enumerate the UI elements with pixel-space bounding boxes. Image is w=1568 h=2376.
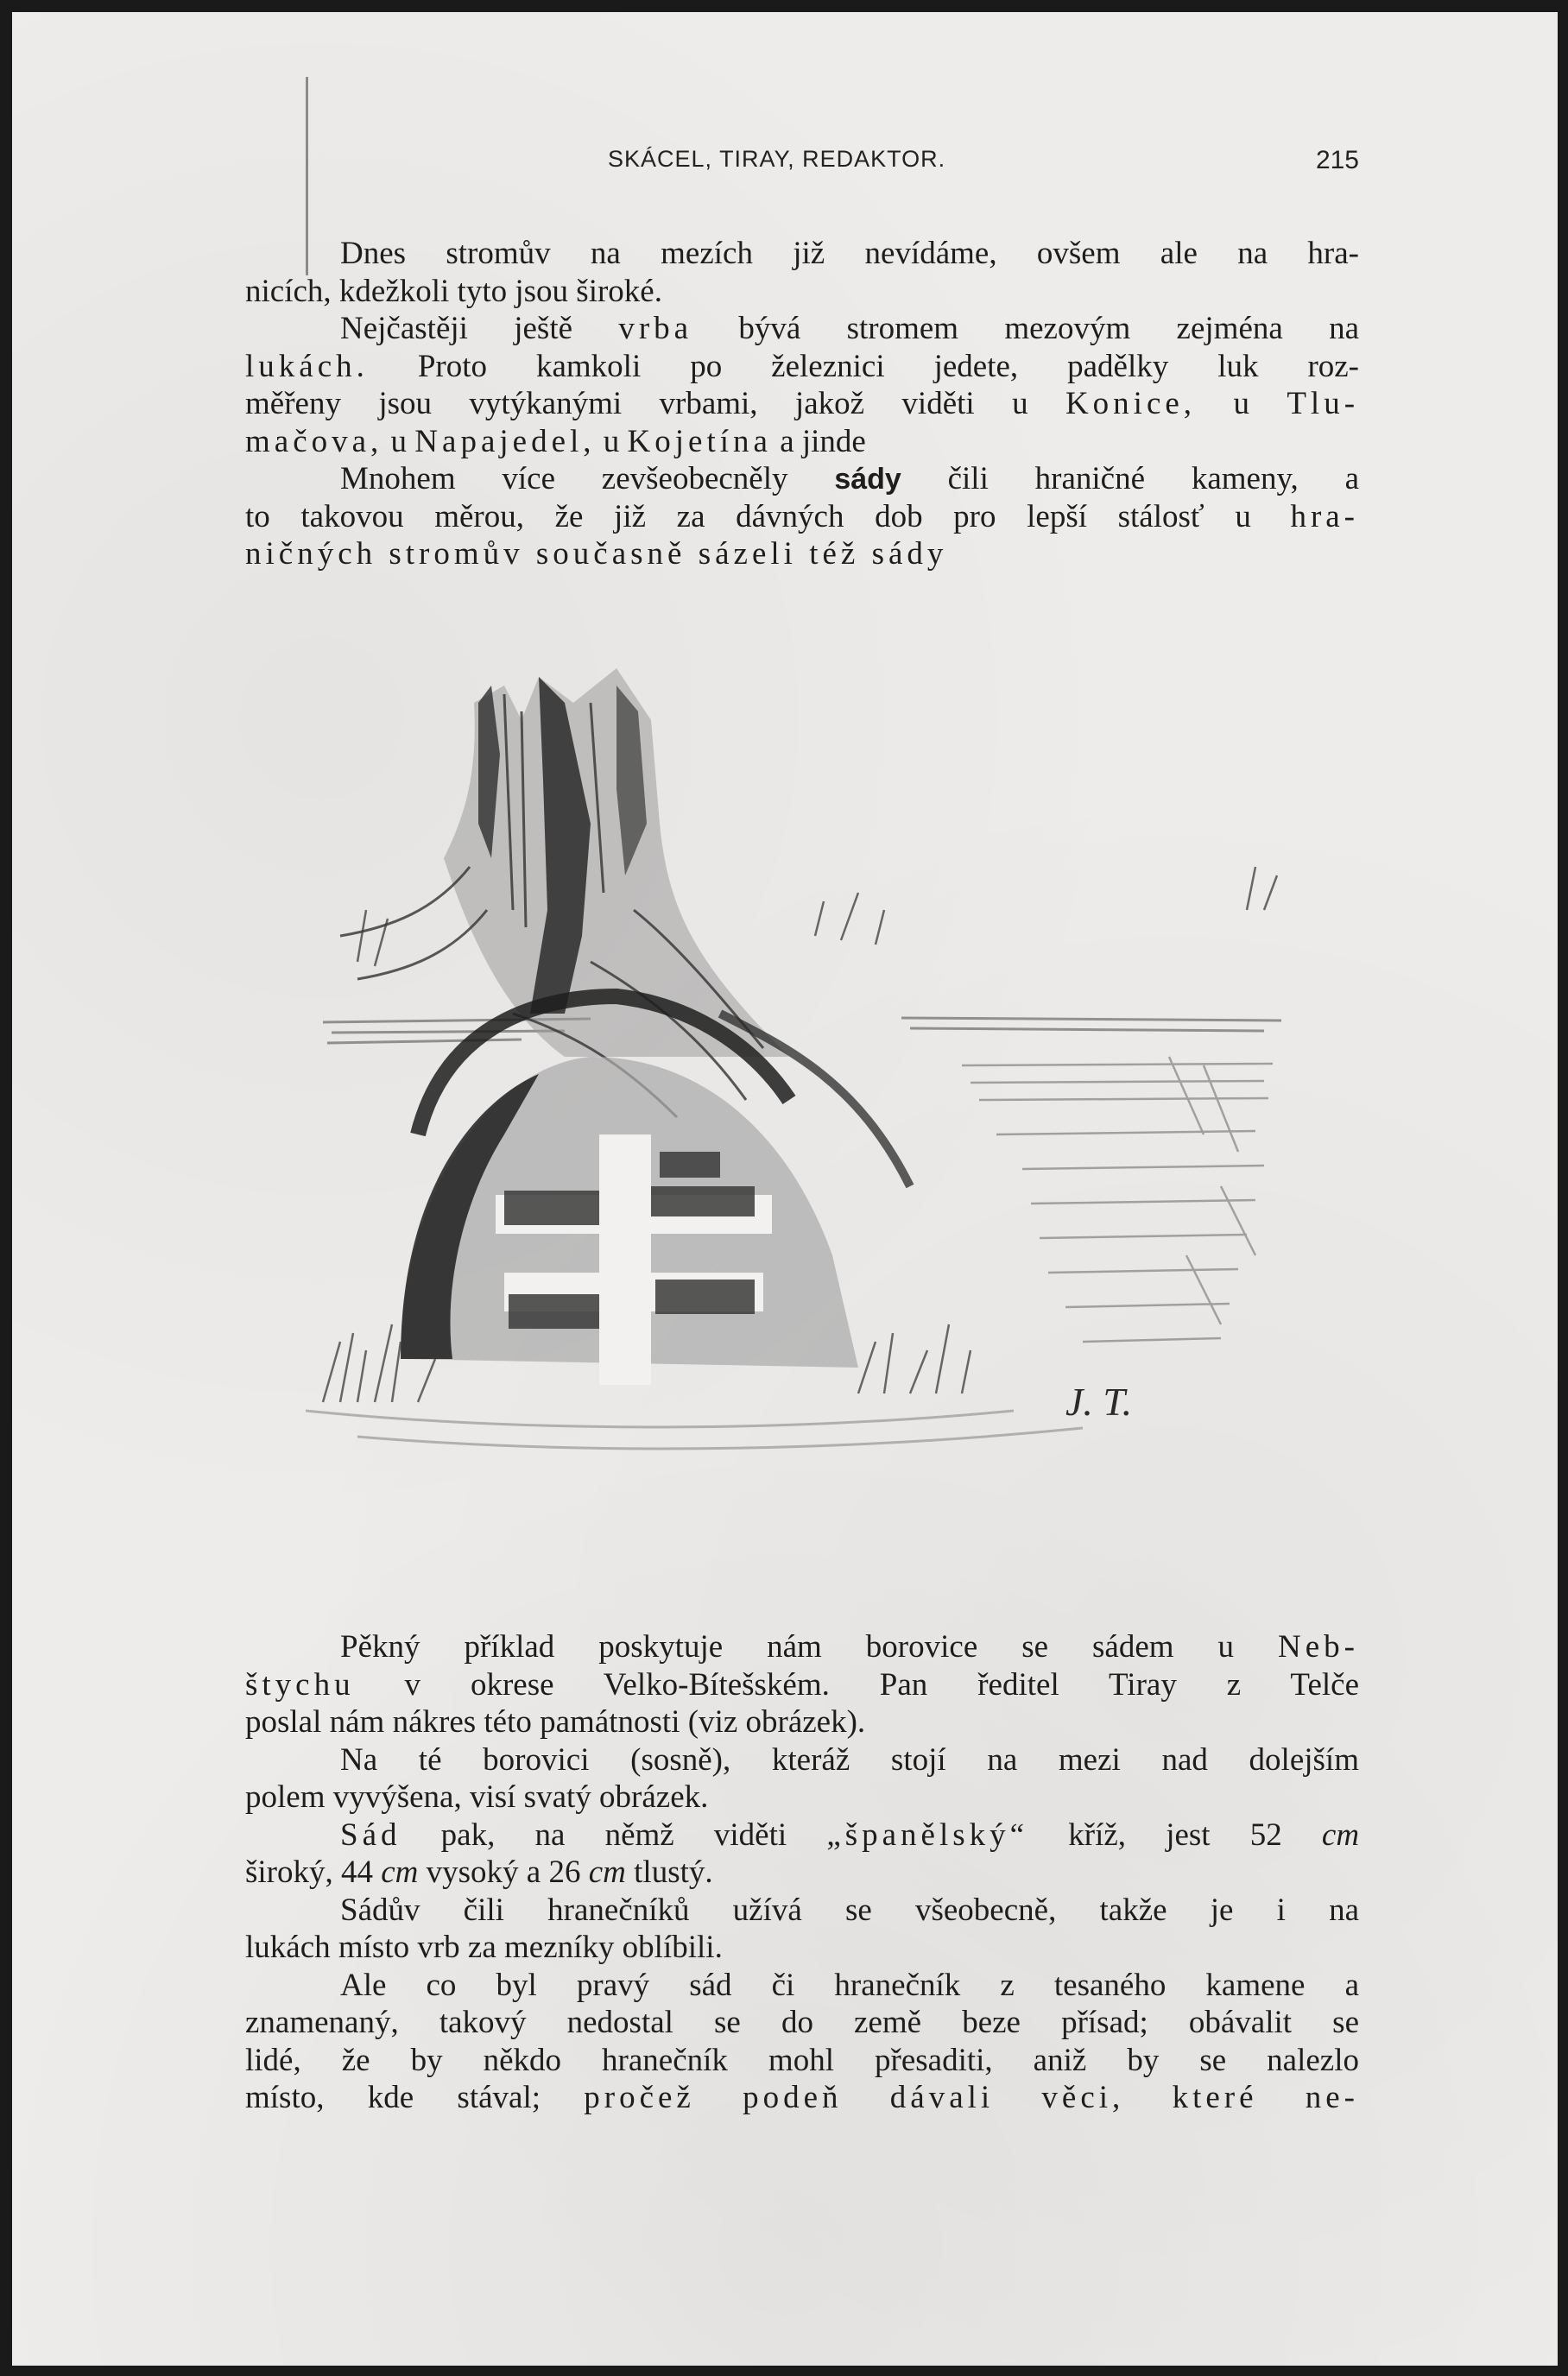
text-line: Pěkný příklad poskytuje nám borovice se sádem u Neb-: [340, 1629, 1359, 1665]
page-number: 215: [1315, 146, 1359, 174]
text-line: Ale co byl pravý sád či hranečník z tesaného kamene a: [340, 1967, 1359, 2003]
spaced-word: Napajedel,: [414, 423, 596, 459]
sketch: [306, 651, 1299, 1549]
spaced-word: lukách.: [245, 348, 369, 384]
text-line: lukách místo vrb za mezníky oblíbili.: [245, 1930, 723, 1965]
text-line: polem vyvýšena, visí svatý obrázek.: [245, 1779, 709, 1815]
spaced-phrase: ničných stromův současně sázeli též sády: [245, 536, 948, 572]
text-block-bottom: [245, 1628, 1359, 2117]
text-line: místo, kde stával; pročež podeň dávali věci, které ne-: [245, 2080, 1360, 2115]
text-line: Mnohem více zevšeobecněly sády čili hraničné kameny, a: [340, 461, 1359, 496]
spaced-word: mačova,: [245, 423, 383, 459]
unit-label: cm: [381, 1855, 419, 1890]
text-line: nicích, kdežkoli tyto jsou široké.: [245, 273, 662, 309]
bold-term: sády: [834, 463, 901, 496]
text-line: Sádův čili hranečníků užívá se všeobecně, takže je i na: [340, 1892, 1359, 1928]
text-line: štychu v okrese Velko-Bítešském. Pan ředitel Tiray z Telče: [245, 1666, 1359, 1703]
text-line: lidé, že by někdo hranečník mohl přesaditi, aniž by se nalezlo: [245, 2042, 1359, 2078]
spaced-word: „španělský“: [826, 1817, 1029, 1853]
boundary-stone-illustration: [306, 651, 1299, 1549]
spaced-word: štychu: [245, 1666, 355, 1703]
text-line: lukách. Proto kamkoli po železnici jedete, padělky luk roz-: [245, 348, 1360, 384]
text-line: znamenaný, takový nedostal se do země beze přísad; obávalit se: [245, 2005, 1359, 2040]
spaced-word: vrba: [618, 311, 693, 346]
unit-label: cm: [1321, 1817, 1360, 1853]
unit-label: cm: [588, 1855, 626, 1890]
text-line: měřeny jsou vytýkanými vrbami, jakož viděti u Konice, u Tlu-: [245, 386, 1360, 421]
text-line: Sád pak, na němž viděti „španělský“ kříž, jest 52 cm: [340, 1817, 1360, 1853]
spaced-word: Neb-: [1278, 1629, 1359, 1665]
running-title: SKÁCEL, TIRAY, REDAKTOR.: [608, 146, 946, 172]
text-line: Na té borovici (sosně), kteráž stojí na mezi nad dolejším: [340, 1741, 1359, 1778]
spaced-word: Tlu-: [1287, 386, 1360, 421]
text-line: mačova, u Napajedel, u Kojetína a jinde: [245, 423, 866, 459]
text-line: Nejčastěji ještě vrba bývá stromem mezovým zejména na: [340, 311, 1360, 346]
spaced-word: Kojetína: [627, 423, 772, 459]
text-line: Dnes stromův na mezích již nevídáme, ovšem ale na hra-: [340, 236, 1359, 271]
spaced-word: Sád: [340, 1817, 401, 1853]
spaced-word: Konice,: [1065, 386, 1197, 421]
text-line: široký, 44 cm vysoký a 26 cm tlustý.: [245, 1855, 713, 1890]
text-block-top: [245, 235, 1359, 573]
book-page: [12, 12, 1558, 2366]
text-line: [245, 535, 1359, 573]
text-line: to takovou měrou, že již za dávných dob pro lepší stálosť u hra-: [245, 498, 1360, 534]
text-line: poslal nám nákres této památnosti (viz obrázek).: [245, 1704, 866, 1740]
artist-signature: J. T.: [1065, 1380, 1133, 1424]
spaced-phrase: pročež podeň dávali věci, které ne-: [584, 2080, 1360, 2115]
spaced-word: u hra-: [1235, 498, 1360, 534]
